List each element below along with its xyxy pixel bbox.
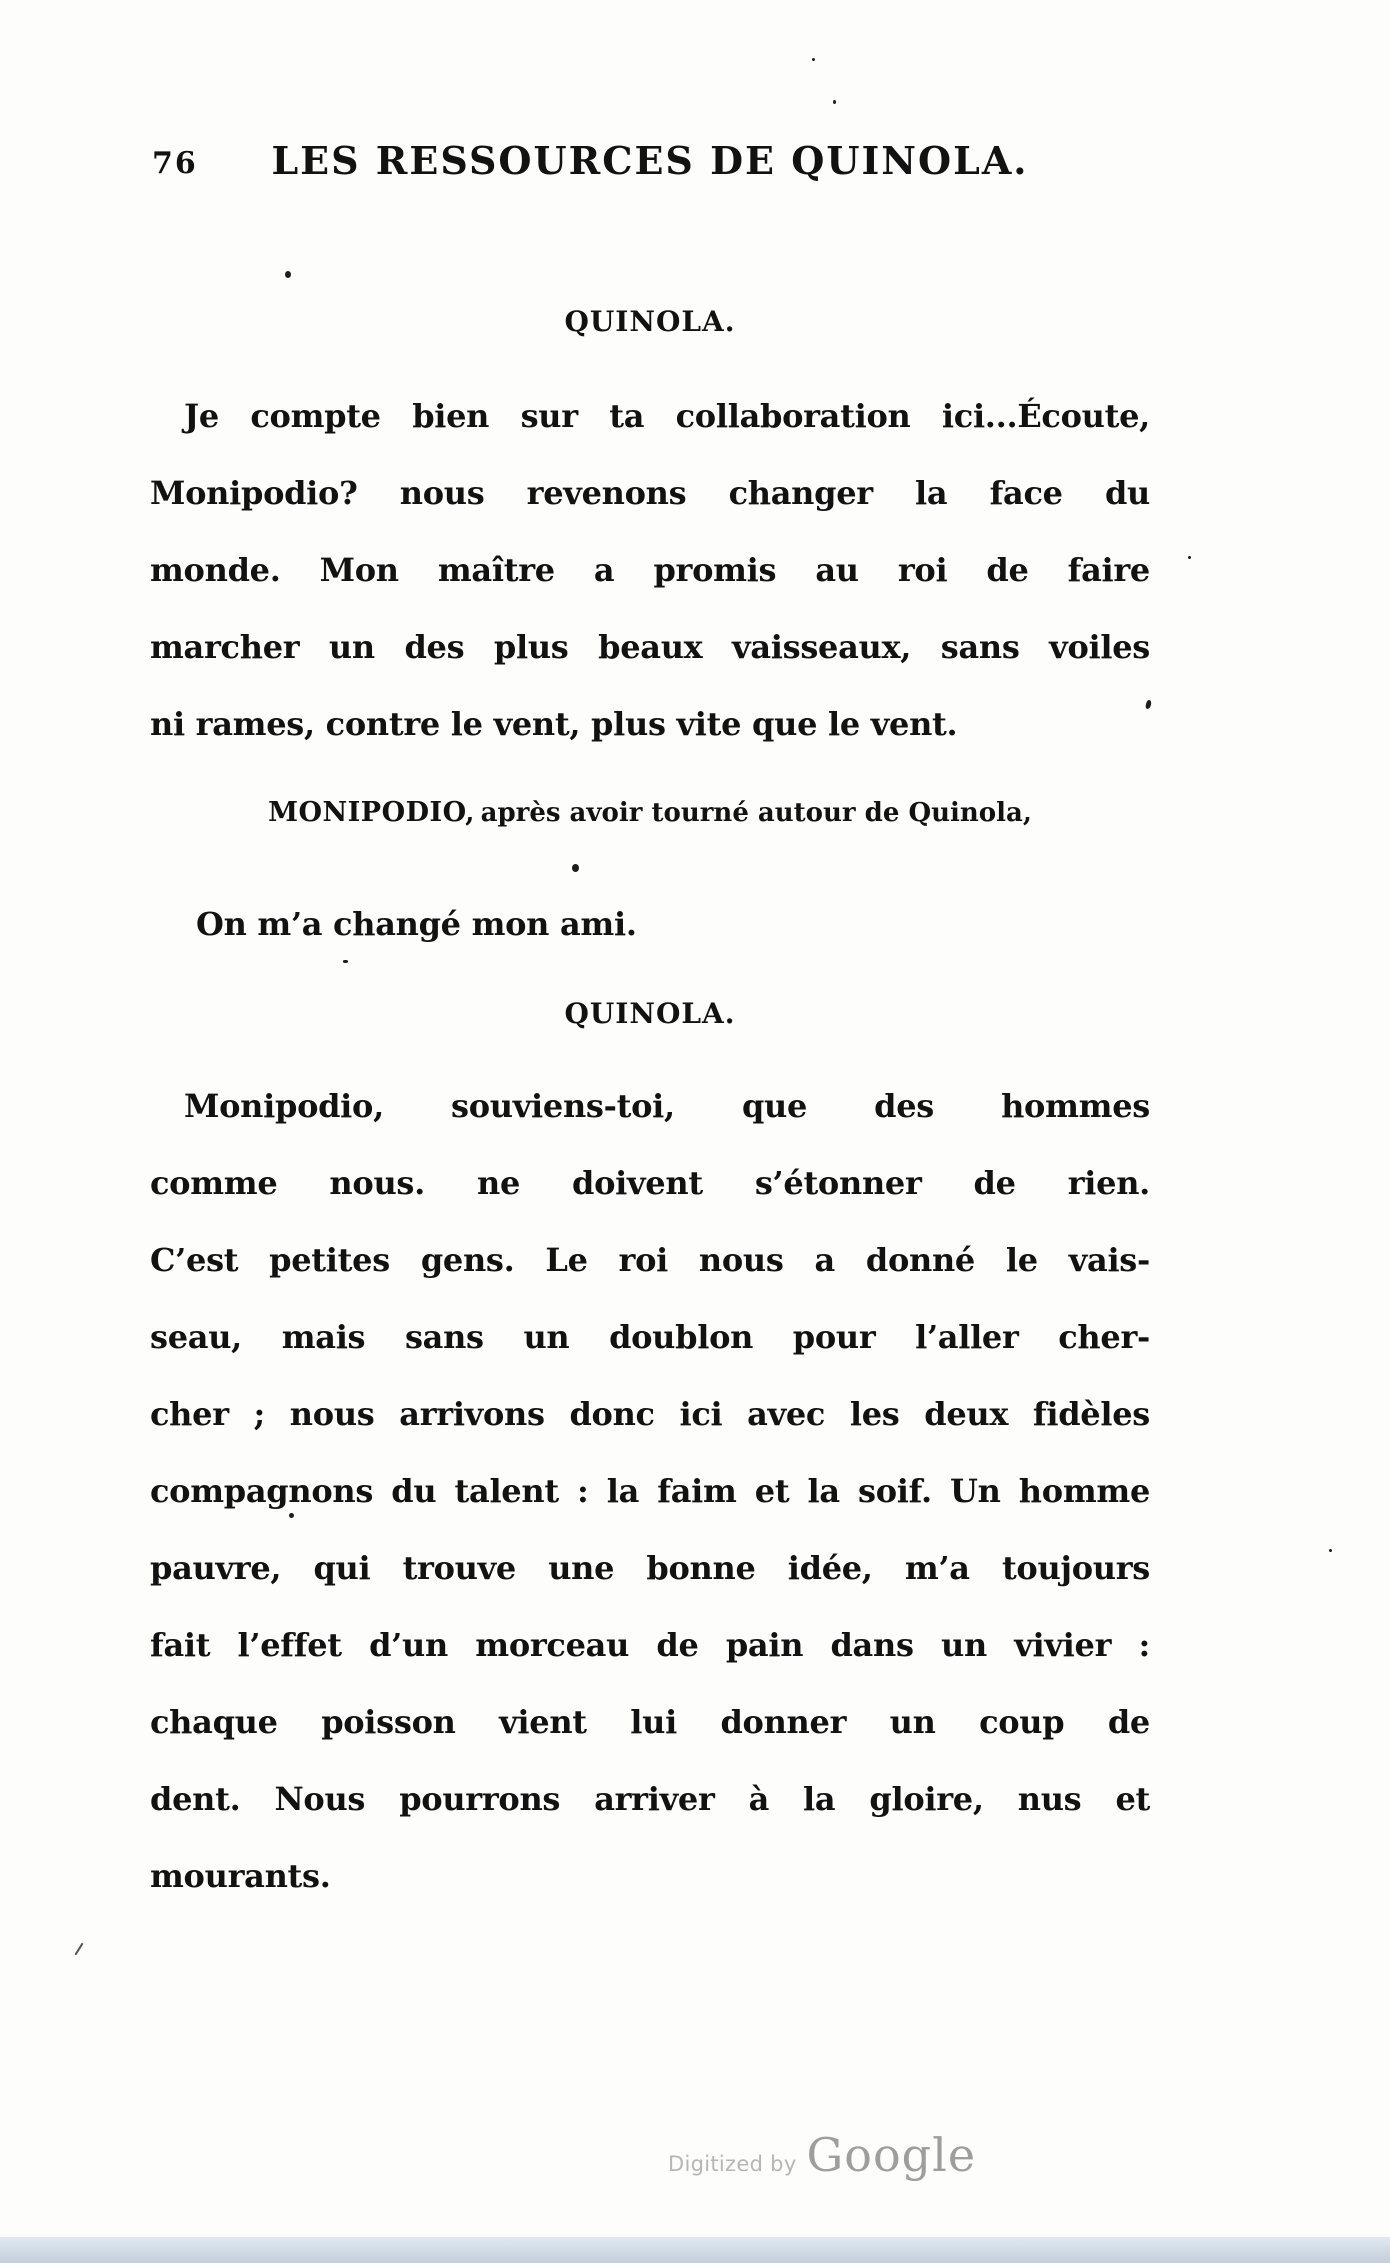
scan-speck bbox=[812, 58, 815, 61]
page-bottom-edge bbox=[0, 2237, 1390, 2263]
dialogue-line: fait l’effet d’un morceau de pain dans un vivier : bbox=[150, 1626, 1150, 1664]
speaker-heading-quinola: QUINOLA. bbox=[564, 305, 736, 338]
dialogue-line: comme nous. ne doivent s’étonner de rien. bbox=[150, 1164, 1150, 1202]
dialogue-line: C’est petites gens. Le roi nous a donné le vais- bbox=[150, 1241, 1150, 1279]
dialogue-line: Monipodio? nous revenons changer la face du bbox=[150, 474, 1150, 512]
dialogue-paragraph-monipodio bbox=[150, 886, 1150, 963]
dialogue-line: Je compte bien sur ta collaboration ici...Écoute, bbox=[184, 397, 1150, 435]
google-logo: Google bbox=[806, 2128, 977, 2182]
dialogue-line: On m’a changé mon ami. bbox=[196, 905, 637, 943]
google-watermark bbox=[668, 2128, 976, 2182]
dialogue-line: monde. Mon maître a promis au roi de faire bbox=[150, 551, 1150, 589]
scan-speck bbox=[572, 864, 579, 872]
stage-direction-action: après avoir tourné autour de Quinola, bbox=[480, 798, 1032, 828]
speaker-heading-quinola: QUINOLA. bbox=[564, 997, 736, 1030]
dialogue-line: ni rames, contre le vent, plus vite que le vent. bbox=[150, 705, 958, 743]
dialogue-line: Monipodio, souviens-toi, que des hommes bbox=[184, 1087, 1150, 1125]
dialogue-line: dent. Nous pourrons arriver à la gloire, nus et bbox=[150, 1780, 1150, 1818]
dialogue-line: cher ; nous arrivons donc ici avec les deux fidèles bbox=[150, 1395, 1150, 1433]
page-number: 76 bbox=[152, 146, 198, 181]
scan-speck bbox=[833, 100, 836, 104]
digitized-by-text: Digitized by bbox=[668, 2152, 797, 2176]
scan-speck bbox=[74, 1943, 83, 1956]
running-title: LES RESSOURCES DE QUINOLA. bbox=[271, 138, 1029, 183]
stage-direction bbox=[150, 793, 1150, 836]
scan-speck bbox=[285, 271, 291, 278]
dialogue-line: pauvre, qui trouve une bonne idée, m’a toujours bbox=[150, 1549, 1150, 1587]
scan-speck bbox=[1329, 1549, 1332, 1552]
dialogue-line: seau, mais sans un doublon pour l’aller cher- bbox=[150, 1318, 1150, 1356]
dialogue-line: mourants. bbox=[150, 1857, 331, 1895]
dialogue-line: chaque poisson vient lui donner un coup de bbox=[150, 1703, 1150, 1741]
dialogue-paragraph-quinola-2 bbox=[150, 1068, 1150, 1915]
scan-speck bbox=[343, 960, 348, 963]
stage-direction-character: MONIPODIO, bbox=[268, 797, 476, 828]
scan-speck bbox=[289, 1513, 294, 1518]
dialogue-line: marcher un des plus beaux vaisseaux, sans voiles bbox=[150, 628, 1150, 666]
dialogue-line: compagnons du talent : la faim et la soif. Un homme bbox=[150, 1472, 1150, 1510]
scan-speck bbox=[1145, 700, 1152, 710]
scan-speck bbox=[1188, 556, 1191, 559]
dialogue-paragraph-quinola-1 bbox=[150, 378, 1150, 763]
